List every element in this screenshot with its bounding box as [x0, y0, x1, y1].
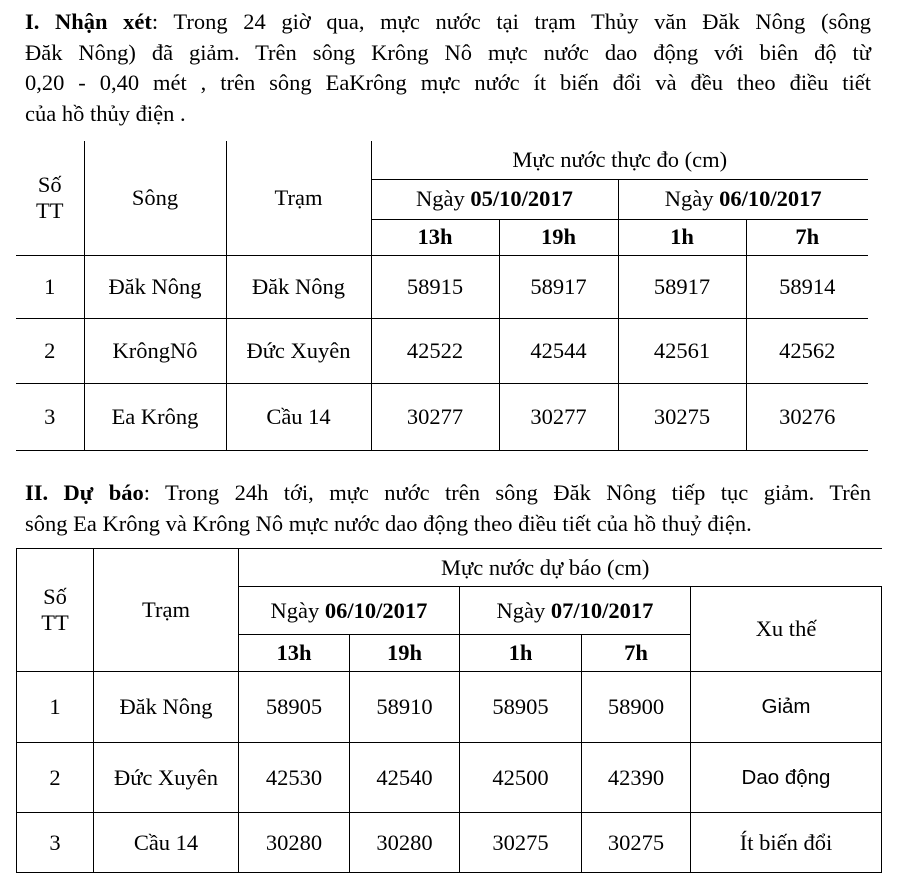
cell-value: 30277: [499, 383, 618, 450]
header-trend: Xu thế: [691, 587, 882, 672]
cell-tram: Đăk Nông: [226, 255, 371, 318]
observation-text-line-4: của hồ thủy điện .: [25, 100, 186, 126]
cell-value: 58915: [371, 255, 499, 318]
header-day-1: Ngày 06/10/2017: [239, 587, 460, 635]
header-measured-level: Mực nước thực đo (cm): [371, 141, 868, 179]
cell-stt: 2: [16, 318, 84, 383]
forecast-text-line-2: sông Ea Krông và Krông Nô mực nước dao động theo điều tiết của hồ thuỷ điện.: [25, 510, 752, 536]
cell-value: 58905: [239, 672, 350, 743]
table-row: [16, 318, 868, 383]
cell-stt: 1: [17, 672, 94, 743]
table-row: [17, 672, 882, 743]
cell-value: 58917: [499, 255, 618, 318]
observation-text-line-1: : Trong 24 giờ qua, mực nước tại trạm Thủy văn Đăk Nông (sông: [151, 9, 871, 34]
table-row: [17, 743, 882, 813]
cell-value: 42500: [460, 743, 582, 813]
header-stt: Số TT: [16, 141, 84, 255]
forecast-heading: II. Dự báo: [25, 480, 144, 505]
cell-value: 42562: [746, 318, 868, 383]
observation-heading: . Nhận xét: [33, 9, 152, 34]
table-row: [16, 383, 868, 450]
header-tram: Trạm: [226, 141, 371, 255]
cell-value: 30276: [746, 383, 868, 450]
observation-heading-num: I: [25, 9, 34, 34]
cell-value: 58900: [582, 672, 691, 743]
header-time: 7h: [582, 635, 691, 672]
forecast-level-table: [16, 548, 882, 873]
observation-text-line-3: 0,20 - 0,40 mét , trên sông EaKrông mực nước ít biến đổi và đều theo điều tiết: [25, 70, 871, 95]
cell-tram: Cầu 14: [94, 813, 239, 873]
cell-song: Đăk Nông: [84, 255, 226, 318]
header-tram: Trạm: [94, 549, 239, 672]
observation-paragraph: [25, 7, 871, 129]
cell-tram: Đăk Nông: [94, 672, 239, 743]
header-time: 7h: [746, 219, 868, 255]
cell-value: 42540: [350, 743, 460, 813]
cell-value: 42522: [371, 318, 499, 383]
header-time: 19h: [350, 635, 460, 672]
header-time: 13h: [371, 219, 499, 255]
forecast-text-line-1: : Trong 24h tới, mực nước trên sông Đăk Nông tiếp tục giảm. Trên: [143, 480, 871, 505]
cell-value: 30280: [239, 813, 350, 873]
cell-song: KrôngNô: [84, 318, 226, 383]
cell-value: 30280: [350, 813, 460, 873]
cell-value: 30275: [618, 383, 746, 450]
header-time: 13h: [239, 635, 350, 672]
table-row: [17, 813, 882, 873]
header-time: 19h: [499, 219, 618, 255]
cell-value: 58905: [460, 672, 582, 743]
cell-value: 58910: [350, 672, 460, 743]
forecast-paragraph: [25, 478, 871, 539]
header-forecast-level: Mực nước dự báo (cm): [239, 549, 882, 587]
header-day-2: Ngày 07/10/2017: [460, 587, 691, 635]
cell-value: 42561: [618, 318, 746, 383]
cell-stt: 1: [16, 255, 84, 318]
cell-value: 42390: [582, 743, 691, 813]
cell-value: 42544: [499, 318, 618, 383]
header-time: 1h: [618, 219, 746, 255]
measured-level-table: [16, 141, 868, 451]
header-stt: Số TT: [17, 549, 94, 672]
cell-value: 30275: [460, 813, 582, 873]
cell-trend: Ít biến đổi: [691, 813, 882, 873]
cell-value: 58914: [746, 255, 868, 318]
cell-tram: Đức Xuyên: [94, 743, 239, 813]
cell-song: Ea Krông: [84, 383, 226, 450]
observation-text-line-2: Đăk Nông) đã giảm. Trên sông Krông Nô mực nước dao động với biên độ từ: [25, 39, 871, 65]
cell-value: 58917: [618, 255, 746, 318]
header-song: Sông: [84, 141, 226, 255]
cell-stt: 2: [17, 743, 94, 813]
cell-value: 30277: [371, 383, 499, 450]
table-row: [16, 255, 868, 318]
cell-tram: Cầu 14: [226, 383, 371, 450]
header-day-2: Ngày 06/10/2017: [618, 179, 868, 219]
cell-trend: Dao động: [691, 743, 882, 813]
cell-trend: Giảm: [691, 672, 882, 743]
cell-tram: Đức Xuyên: [226, 318, 371, 383]
cell-stt: 3: [17, 813, 94, 873]
cell-value: 30275: [582, 813, 691, 873]
cell-value: 42530: [239, 743, 350, 813]
cell-stt: 3: [16, 383, 84, 450]
header-day-1: Ngày 05/10/2017: [371, 179, 618, 219]
header-time: 1h: [460, 635, 582, 672]
